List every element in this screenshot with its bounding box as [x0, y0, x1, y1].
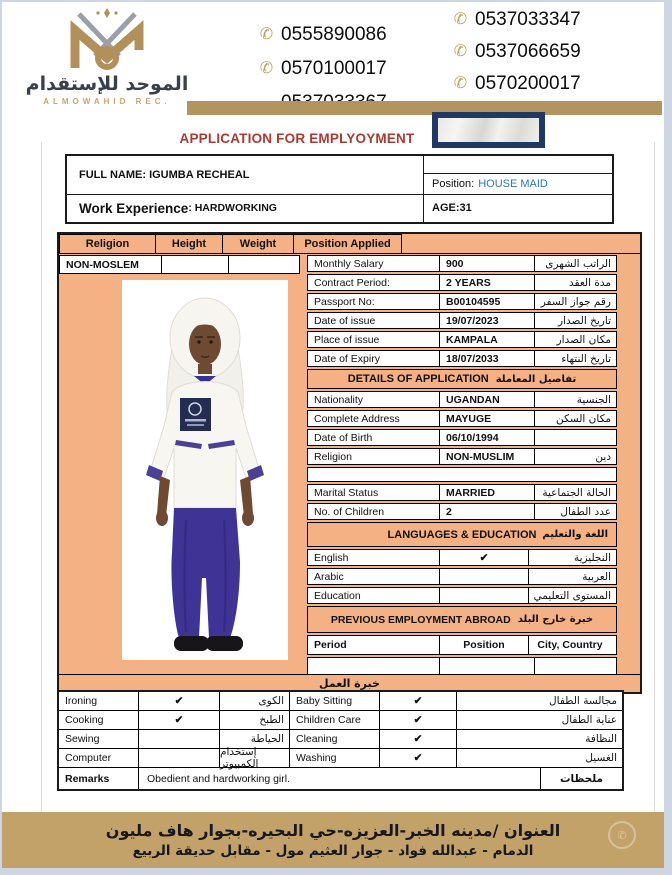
row-label-arabic: الراتب الشهرى	[534, 255, 617, 272]
skill-checkmark: ✔	[380, 730, 457, 749]
summary-right-column	[424, 156, 612, 222]
row-label-arabic: الحالة الجتماعية	[534, 484, 617, 501]
column-header: Position Applied	[294, 234, 402, 254]
table-row	[307, 350, 617, 367]
table-row	[307, 274, 617, 291]
column-header: Height	[156, 234, 223, 254]
weight-value-cell	[228, 255, 300, 274]
row-label: Marital Status	[307, 484, 440, 501]
work-experience-value: : HARDWORKING	[188, 202, 277, 214]
previous-employment-header-row	[307, 635, 617, 655]
row-label: Contract Period:	[307, 274, 440, 291]
scan-artifact-line	[654, 142, 655, 812]
row-label: Date of issue	[307, 312, 440, 329]
row-label: Complete Address	[307, 410, 440, 427]
table-row	[307, 255, 617, 272]
work-experience-cell	[67, 195, 423, 221]
skills-grid	[59, 692, 622, 768]
row-label-arabic: رقم جواز السفر	[534, 293, 617, 310]
table-row	[307, 429, 617, 446]
section-header-work-experience: خبرة العمل	[59, 674, 640, 691]
religion-value-cell: NON-MOSLEM	[59, 255, 162, 274]
row-value: B00104595	[439, 293, 535, 310]
phone-icon: ✆	[259, 60, 274, 77]
row-label-arabic: مكان الصدار	[534, 331, 617, 348]
photo-zone	[59, 274, 307, 674]
skill-label-arabic: الكوى	[220, 692, 290, 711]
phone-icon: ✆	[259, 26, 274, 43]
row-value: 18/07/2033	[439, 350, 535, 367]
remarks-row	[59, 768, 622, 789]
remarks-value: Obedient and hardworking girl.	[139, 768, 541, 789]
row-value: MARRIED	[439, 484, 535, 501]
column-header: Period	[307, 635, 440, 655]
phone-entry	[258, 22, 387, 48]
spacer-row	[307, 467, 617, 482]
skill-label: Ironing	[59, 692, 139, 711]
row-value: 2 YEARS	[439, 274, 535, 291]
passport-photo-thumbnail	[432, 112, 545, 148]
column-header: Religion	[59, 234, 156, 254]
applicant-summary-table	[65, 154, 614, 224]
phone-number: 0537066659	[475, 41, 581, 62]
phone-watermark-icon: ✆	[608, 821, 636, 849]
section-title-arabic: اللغة والتعليم	[542, 529, 608, 540]
row-label: Religion	[307, 448, 440, 465]
applicant-photo	[122, 280, 288, 660]
table-row	[307, 391, 617, 408]
language-label-arabic: النجليزية	[528, 549, 617, 566]
row-label-arabic	[534, 429, 617, 446]
skill-checkmark	[139, 749, 220, 768]
remarks-label-arabic: ملحظات	[559, 772, 604, 785]
row-value: UGANDAN	[439, 391, 535, 408]
table-header-row	[59, 234, 640, 254]
row-value: 2	[439, 503, 535, 520]
language-label: English	[307, 549, 440, 566]
age-cell: AGE:31	[432, 202, 472, 214]
column-header: Weight	[223, 234, 294, 254]
remarks-label: Remarks	[59, 768, 139, 789]
applicant-photo-figure	[122, 280, 288, 660]
skill-label: Sewing	[59, 730, 139, 749]
row-value: 06/10/1994	[439, 429, 535, 446]
phone-number: 0537033347	[475, 9, 581, 30]
table-row	[307, 549, 617, 566]
row-label-arabic: دين	[534, 448, 617, 465]
section-title: DETAILS OF APPLICATION	[347, 373, 489, 385]
phone-number: 0570200017	[475, 73, 581, 94]
agency-name-latin: ALMOWAHID REC.	[43, 96, 171, 106]
skill-checkmark: ✔	[139, 692, 220, 711]
application-details-table	[57, 232, 642, 694]
row-value: MAYUGE	[439, 410, 535, 427]
skill-label: Cooking	[59, 711, 139, 730]
table-row	[307, 448, 617, 465]
row-label-arabic: مدة العقد	[534, 274, 617, 291]
table-row	[307, 503, 617, 520]
address-line-1: العنوان /مدينه الخبر-العزيزه-حي البحيره-بجوار هاف مليون	[105, 821, 561, 840]
table-row	[307, 587, 617, 604]
skill-label-arabic: مجالسة الطفال	[457, 692, 622, 711]
phone-icon: ✆	[453, 75, 468, 92]
language-label-arabic: العربية	[528, 568, 617, 585]
language-checkmark	[439, 587, 529, 604]
row-label: Date of Expiry	[307, 350, 440, 367]
agency-name-arabic: الموحد للإستقدام	[25, 73, 189, 95]
row-label: No. of Children	[307, 503, 440, 520]
skill-label: Washing	[290, 749, 380, 768]
skill-label: Children Care	[290, 711, 380, 730]
phone-entry	[258, 56, 387, 82]
agency-logo	[14, 6, 200, 106]
scan-artifact-line	[41, 142, 42, 812]
language-label: Education	[307, 587, 440, 604]
position-value: HOUSE MAID	[478, 178, 548, 190]
skill-label-arabic: الطبخ	[220, 711, 290, 730]
phone-entry	[452, 39, 581, 65]
header-filler-cell	[402, 234, 640, 254]
row-label: Nationality	[307, 391, 440, 408]
phone-list-right	[452, 7, 581, 97]
skill-label-arabic: الغسيل	[457, 749, 622, 768]
section-header-previous-employment	[307, 606, 617, 633]
section-title: LANGUAGES & EDUCATION	[387, 528, 537, 541]
skill-label-arabic: إستخدام الكمبيوتر	[220, 749, 290, 768]
phone-icon: ✆	[453, 43, 468, 60]
table-row	[307, 293, 617, 310]
phone-number: 0555890086	[281, 24, 387, 45]
section-title-arabic: خبرة خارج البلد	[517, 614, 594, 625]
details-rows-column	[307, 255, 617, 674]
row-label: Monthly Salary	[307, 255, 440, 272]
work-experience-label: Work Experience	[79, 200, 189, 216]
row-label-arabic: تاريخ النتهاء	[534, 350, 617, 367]
phone-entry	[452, 7, 581, 33]
position-label: Position:	[432, 178, 475, 190]
skill-label-arabic: عناية الطفال	[457, 711, 622, 730]
empty-cell	[424, 156, 612, 174]
row-value: 900	[439, 255, 535, 272]
row-label: Passport No:	[307, 293, 440, 310]
row-label-arabic: مكان السكن	[534, 410, 617, 427]
phone-number: 0570100017	[281, 58, 387, 79]
logo-monogram-icon	[55, 6, 159, 70]
table-row	[307, 484, 617, 501]
skill-checkmark: ✔	[380, 692, 457, 711]
skill-checkmark: ✔	[139, 711, 220, 730]
height-value-cell	[161, 255, 229, 274]
section-header-details	[307, 369, 617, 389]
skill-label: Cleaning	[290, 730, 380, 749]
address-line-2: الدمام - عبدالله فواد - جوار العثيم مول - مقابل حديقة الربيع	[132, 843, 534, 859]
row-label-arabic: الجنسية	[534, 391, 617, 408]
full-name-cell: FULL NAME: IGUMBA RECHEAL	[67, 156, 423, 195]
religion-value-row	[59, 255, 300, 274]
table-row	[307, 410, 617, 427]
language-checkmark: ✔	[439, 549, 529, 566]
section-title: PREVIOUS EMPLOYMENT ABROAD	[330, 613, 511, 626]
column-header: Position	[439, 635, 529, 655]
row-value: 19/07/2023	[439, 312, 535, 329]
section-title-arabic: تفاصيل المعاملة	[495, 373, 577, 385]
language-checkmark	[439, 568, 529, 585]
skills-table	[57, 690, 624, 791]
language-label: Arabic	[307, 568, 440, 585]
skill-label: Baby Sitting	[290, 692, 380, 711]
row-value: KAMPALA	[439, 331, 535, 348]
section-header-languages	[307, 522, 617, 547]
address-footer	[2, 812, 664, 868]
phone-icon: ✆	[453, 11, 468, 28]
skill-label: Computer	[59, 749, 139, 768]
skill-label-arabic: الحياطة	[220, 730, 290, 749]
table-row	[307, 568, 617, 585]
row-value: NON-MUSLIM	[439, 448, 535, 465]
summary-left-column	[67, 156, 424, 222]
row-label-arabic: عدد الطفال	[534, 503, 617, 520]
row-label-arabic: تاريخ الصدار	[534, 312, 617, 329]
position-cell	[424, 174, 612, 195]
row-label: Date of Birth	[307, 429, 440, 446]
skill-label-arabic: النظافة	[457, 730, 622, 749]
page-title: APPLICATION FOR EMPLYOYMENT	[179, 131, 415, 146]
skill-checkmark: ✔	[380, 749, 457, 768]
skill-checkmark: ✔	[380, 711, 457, 730]
row-label: Place of issue	[307, 331, 440, 348]
column-header: City, Country	[528, 635, 617, 655]
phone-entry	[452, 71, 581, 97]
skill-checkmark	[139, 730, 220, 749]
application-form-sheet	[2, 2, 664, 868]
language-label-arabic: المستوى التعليمي	[528, 587, 617, 604]
table-row	[307, 312, 617, 329]
gold-divider-bar	[187, 101, 662, 115]
table-row	[307, 331, 617, 348]
